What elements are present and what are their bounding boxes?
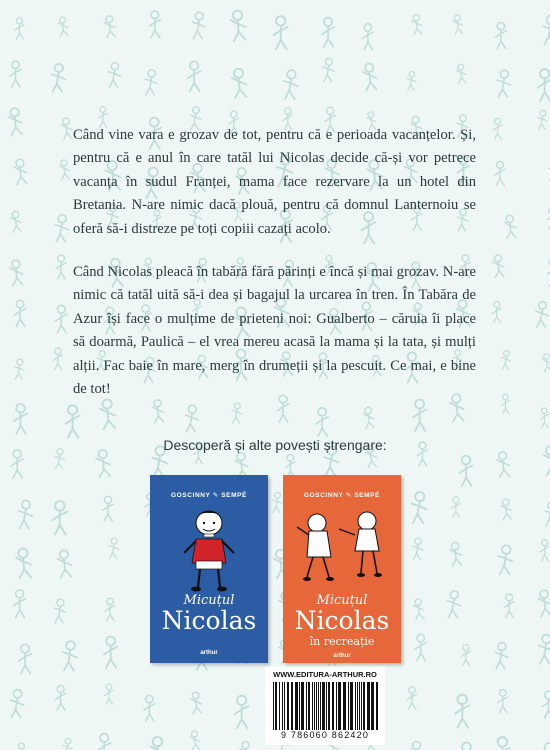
book-cover-micutul-nicolas[interactable] (150, 475, 268, 663)
recess-illustration (283, 501, 401, 593)
book-authors: GOSCINNY ✎ SEMPÉ (304, 492, 380, 499)
isbn-digits: 9 786060 862420 (280, 730, 370, 740)
barcode-panel (265, 667, 385, 745)
book-title-line-2: Nicolas (294, 606, 390, 635)
book-title-line-2: Nicolas (161, 606, 257, 635)
mini-figure-icon: ✎ (212, 492, 222, 499)
book-title-line-3: în recreație (309, 635, 375, 648)
book-title-line-1: Micuțul (183, 593, 235, 608)
barcode (271, 682, 379, 730)
publisher-logo: arthur (200, 650, 218, 656)
book-authors: GOSCINNY ✎ SEMPÉ (171, 492, 247, 499)
publisher-website: WWW.EDITURA-ARTHUR.RO (273, 670, 377, 679)
boy-illustration (150, 501, 268, 593)
publisher-logo: arthur (333, 653, 351, 659)
book-title-line-1: Micuțul (316, 593, 368, 608)
mini-figure-icon: ✎ (345, 492, 355, 499)
book-cover-micutul-nicolas-in-recreatie[interactable] (283, 475, 401, 663)
blurb-paragraph-2: Când Nicolas pleacă în tabără fără părinți e încă și mai grozav. N-are nimic că tatăl uită să-i dea și bagajul la urcarea în tren. În Tabăra de Azur își face o mulțime de prieteni noi: Gualberto – căruia îi place să doarmă, Paulică – el vrea mereu acasă la mama și la tata, și mulți alții. Fac baie în mare, merg în drumeții și la pescuit. Ce mai, e bine de tot! (73, 264, 476, 398)
discover-heading: Descoperă și alte povești ștrengare: (163, 437, 387, 453)
blurb-paragraph-1: Când vine vara e grozav de tot, pentru că e perioada vacanțelor. Și, pentru că e anul în care tatăl lui Nicolas decide că-și vor petrece vacanța în sudul Franței, mama face rezervare la un hotel din Bretania. N-are nimic dacă plouă, pentru că domnul Lanternoiu se oferă să-i distreze pe toți copiii cazați acolo. (73, 127, 476, 237)
